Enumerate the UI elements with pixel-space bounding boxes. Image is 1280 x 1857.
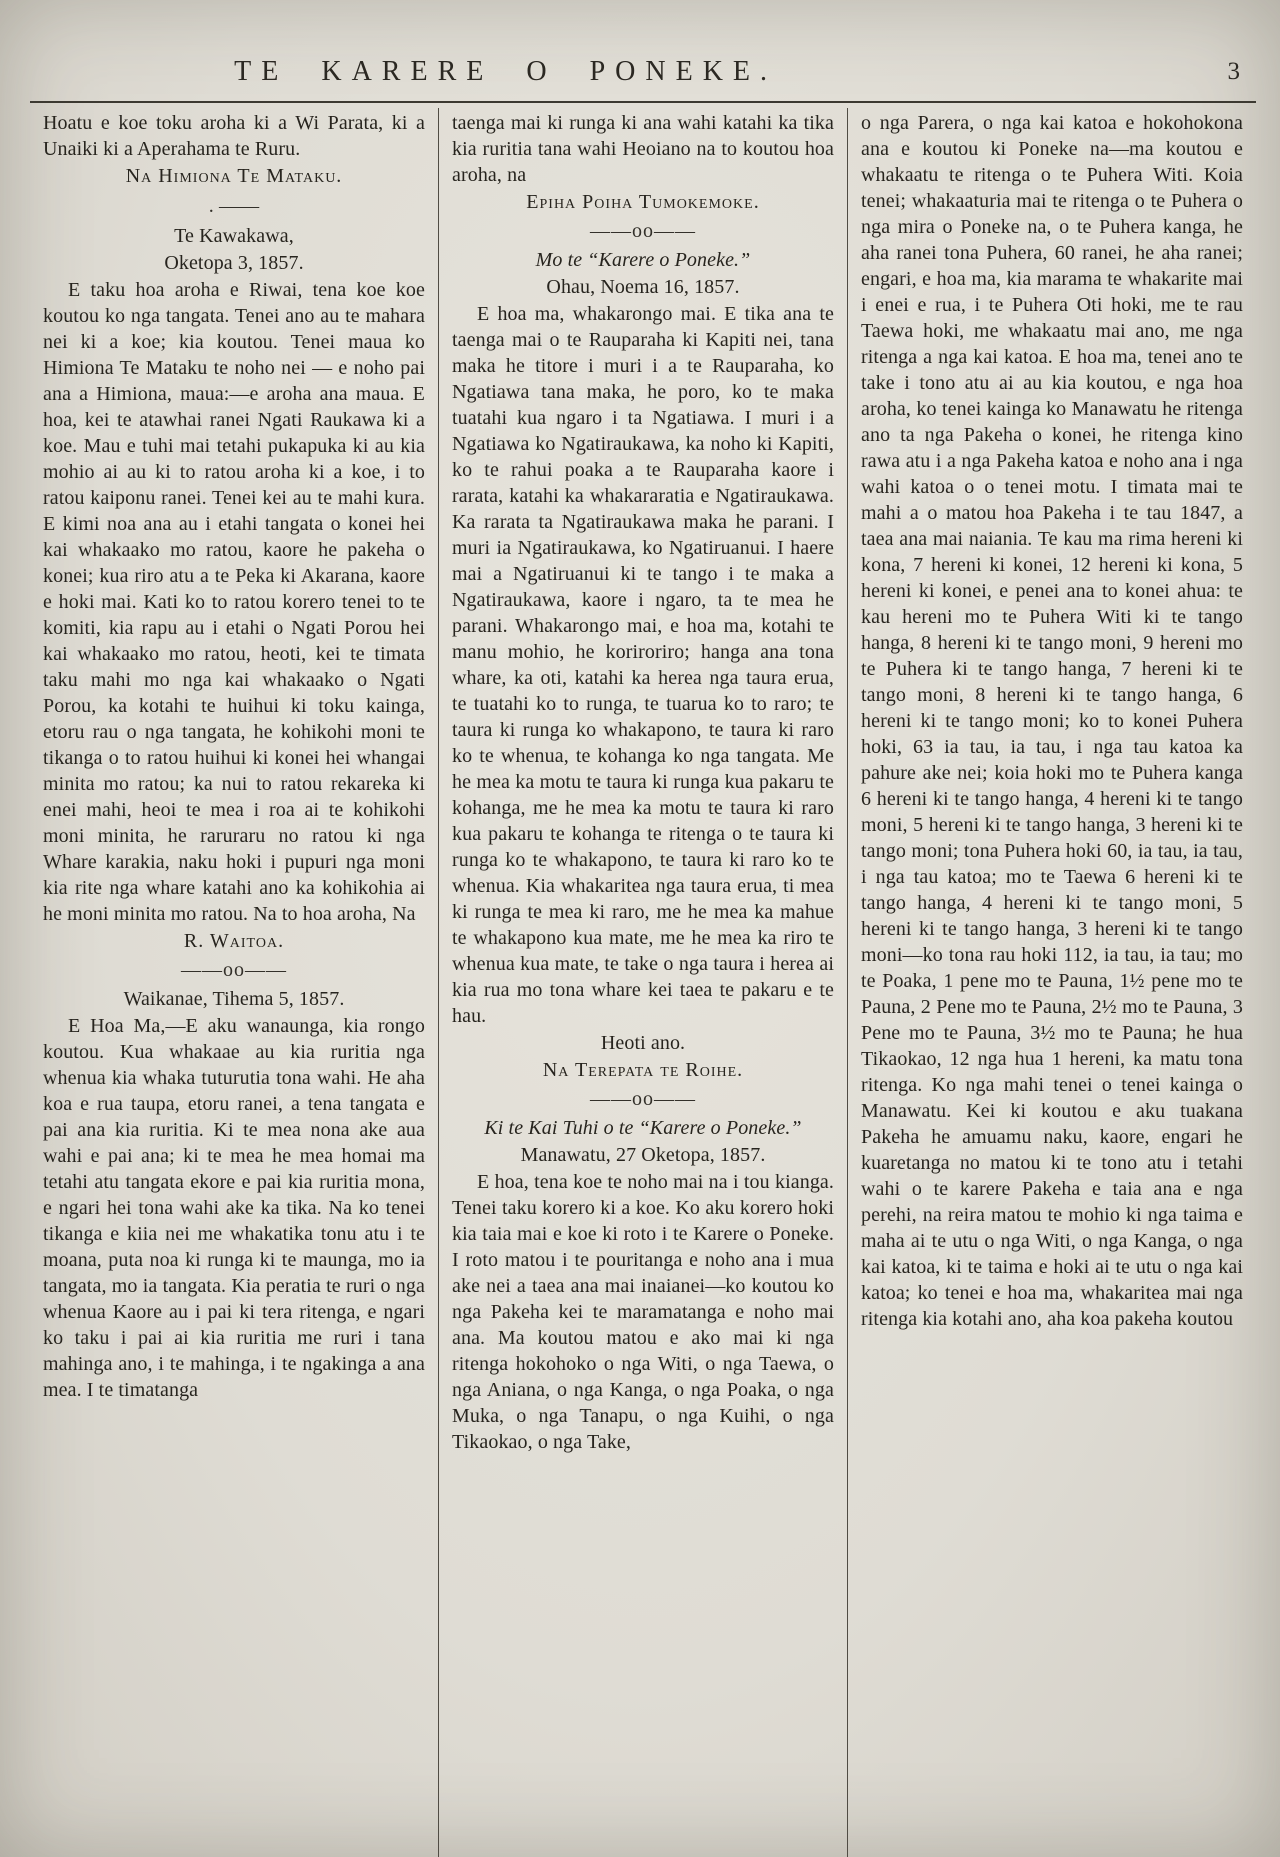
body-paragraph-continuation: taenga mai ki runga ki ana wahi katahi ka tika kia ruritia tana wahi Heoiano na to koutou hoa aroha, na [452, 112, 834, 186]
article-heading: Ki te Kai Tuhi o te “Karere o Poneke.” [484, 1117, 802, 1139]
small-separator: . —— [208, 195, 260, 217]
body-paragraph: E Hoa Ma,—E aku wanaunga, kia rongo koutou. Kua whakaae au kia ruritia nga whenua kia whaka tuturutia tona wahi. He aha koa e rua taupa, etoru ranei, a tena tangata e pai ana kia ruritia. Ki te mea nona ake aua wahi e pai ana; ki te mea he mea homai ma tetahi atu tangata ekore e pai kia ruritia mona, e ngari hei tona wahi ake ka tika. Na ko tenei tikanga e kiia nei me whakatika tonu atu i te moana, puta noa ki runga ki te maunga, mo ia tangata, mo ia tangata. Kia peratia te ruri o nga whenua Kaore au i pai ki tera ritenga, e ngari ko taku i pai ai kia ruritia me ruri i tana mahinga ano, i te mahinga, i te ngakinga a ana mea. I te timatanga [43, 1015, 425, 1401]
dateline: Oketopa 3, 1857. [164, 252, 304, 274]
body-paragraph: E taku hoa aroha e Riwai, tena koe koe koutou ko nga tangata. Tenei ano au te mahara nei ki a koe; kia koutou. Tenei maua ko Himiona Te Mataku te noho nei — e noho pai ana a Himiona, maua:—e aroha ana maua. E hoa, kei te atawhai ranei Ngati Raukawa ki a koe. Mau e tuhi mai tetahi pukapuka ki au kia mohio ai au ki to ratou aroha ki a koe, i to ratou kaiponu ranei. Tenei kei au te mahi kura. E kimi noa ana au i etahi tangata o konei hei kai whakaako mo ratou, kaore he pakeha o konei; kua riro atu a te Peka ki Akarana, kaore e hoki mai. Kati ko to ratou korero tenei to te komiti, kia rapu au i etahi o Ngati Porou hei kai whakaako mo ratou, heoti, kei te timata taku mahi mo nga kai whakaako o Ngati Porou, ka kotahi te huihui ki toku kainga, etoru rau o nga tangata, he kohikohi moni te tikanga o to ratou huihui ki konei hei whangai minita mo ratou; ka nui to ratou rekareka ki enei mahi, heoi te mea i roa ai te kohikohi moni minita, he raruraru no ratou ki nga Whare karakia, naku hoki i pupuri nga moni kia rite nga whare katahi ano ka kohikohia ai he moni minita mo ratou. Na to hoa aroha, Na [43, 279, 425, 925]
body-paragraph-continuation: Hoatu e koe toku aroha ki a Wi Parata, ki a Unaiki ki a Aperahama te Ruru. [43, 112, 425, 160]
signature: Epiha Poiha Tumokemoke. [526, 191, 760, 213]
body-paragraph: E hoa ma, whakarongo mai. E tika ana te taenga mai o te Rauparaha ki Kapiti nei, tana maka he titore i muri i a te Rauparaha, ko Ngatiawa tana maka, he poro, ko te maka tuatahi kua ngaro i ta Ngatiawa. I muri i a Ngatiawa ko Ngatiraukawa, ka noho ki Kapiti, ko te rahui poaka a te Rauparaha kaore i rarata, katahi ka whakararatia e Ngatiraukawa. Ka rarata ta Ngatiraukawa maka he parani. I muri ia Ngatiraukawa, ko Ngatiruanui. I haere mai a Ngatiruanui ki te tango i te maka a Ngatiraukawa, kaore i ngaro, ta te mea he parani. Whakarongo mai, e hoa ma, kotahi te manu mohio, he koriroriro; hanga ana tona whare, ka oti, katahi ka herea nga taura erua, te tuatahi ko to runga, te tuarua ko to raro; te taura ki runga ko whakapono, te taura ki raro ko te whenua, te kohanga ko nga tangata. Me he mea ka motu te taura ki runga kua pakaru te kohanga, me he mea ka motu te taura ki raro kua pakaru te kohanga te ritenga o te taura ki runga ko te whakapono, te taura ki raro ko te whenua. Kia whakaritea nga taura erua, ti mea ki runga te mea ki raro, me he mea ka mahue te whakapono kua mate, me he mea ka riro te whenua kua mate, te take o nga taura i herea ai kia rua mo tona whare kei taea te pakaru e te hau. [452, 303, 834, 1027]
dateline: Heoti ano. [600, 1032, 686, 1054]
column-3 [847, 108, 1256, 1857]
header-rule [30, 101, 1256, 103]
column-2 [438, 108, 847, 1857]
section-separator: ——oo—— [590, 220, 696, 242]
masthead-title: TE KARERE O PONEKE. [234, 56, 778, 87]
signature: Na Terepata te Roihe. [542, 1059, 744, 1081]
columns-container [30, 108, 1256, 1857]
signature: R. Waitoa. [183, 930, 285, 952]
section-separator: ——oo—— [590, 1088, 696, 1110]
dateline: Ohau, Noema 16, 1857. [546, 276, 740, 298]
column-1 [30, 108, 438, 1857]
dateline: Waikanae, Tihema 5, 1857. [123, 988, 345, 1010]
dateline: Manawatu, 27 Oketopa, 1857. [520, 1144, 766, 1166]
signature: Na Himiona Te Mataku. [125, 165, 343, 187]
section-separator: ——oo—— [181, 959, 287, 981]
body-paragraph: E hoa, tena koe te noho mai na i tou kianga. Tenei taku korero ki a koe. Ko aku korero hoki kia taia mai e koe ki roto i te Karere o Poneke. I roto matou i te pouritanga e noho ana i mua ake nei a taea ana mai inaianei—ko koutou ko nga Pakeha kei te maramatanga e noho mai ana. Ma koutou matou e ako mai ki nga ritenga hokohoko o nga Witi, o nga Taewa, o nga Aniana, o nga Kanga, o nga Poaka, o nga Muka, o nga Tanapu, o nga Kuihi, o nga Tikaokao, o nga Take, [452, 1171, 834, 1453]
article-heading: Mo te “Karere o Poneke.” [535, 249, 751, 271]
page-number: 3 [1227, 58, 1240, 85]
dateline: Te Kawakawa, [174, 225, 294, 247]
body-paragraph-continuation: o nga Parera, o nga kai katoa e hokohokona ana e koutou ki Poneke na—ma koutou e whakaatu te ritenga o te Puhera Witi. Koia tenei; whakaaturia mai te ritenga o te Puhera o nga mira o Poneke na, o te Puhera kanga, he aha ranei tona Puhera, 60 ranei, he aha ranei; engari, e hoa ma, kia marama te whakarite mai i enei e rua, i te Puhera Oti hoki, me te rau Taewa hoki, me whakaatu mai ano, me nga ritenga a nga kai katoa. E hoa ma, tenei ano te take i tono atu ai au kia koutou, e nga hoa aroha, ko tenei kainga ko Manawatu he ritenga ano ta nga Pakeha o konei, he ritenga kino rawa atu i a nga Pakeha katoa e noho ana i nga wahi katoa o o tenei motu. I timata mai te mahi a o matou hoa Pakeha i te tau 1847, a taea ana mai naiania. Te kau ma rima hereni ki kona, 7 hereni ki konei, 12 hereni ki kona, 5 hereni ki konei, e penei ana to konei ahua: te kau hereni mo te Puhera Witi ki te tango hanga, 8 hereni ki te tango moni, 9 hereni mo te Puhera ki te tango hanga, 7 hereni ki te tango moni, 8 hereni ki te tango hanga, 6 hereni ki te tango moni; ko to konei Puhera hoki, 63 ia tau, ia tau, i nga tau katoa ka pahure ake nei; koia hoki mo te Puhera kanga 6 hereni ki te tango hanga, 4 hereni ki te tango moni, 5 hereni ki te tango hanga, 3 hereni ki te tango moni; tona Puhera hoki 60, ia tau, ia tau, i nga tau katoa; mo te Taewa 6 hereni ki te tango hanga, 4 hereni ki te tango moni, 5 hereni ki te tango hanga, 3 hereni ki te tango moni—ko tona rau hoki 112, ia tau, ia tau; mo te Poaka, 1 pene mo te Pauna, 1½ pene mo te Pauna, 2 Pene mo te Pauna, 2½ mo te Pauna, 3 Pene mo te Pauna, 3½ mo te Pauna; he hua Tikaokao, 12 nga hua 1 hereni, ka matu tona ritenga. Ko nga mahi tenei o tenei kainga o Manawatu. Kei ki koutou e aku tuakana Pakeha he amuamu naku, kaore, engari he kuaretanga no matou ki te tono atu i tetahi wahi o te karere Pakeha e taia ana e nga perehi, na reira matou te mohio ki nga taima e maha ai te utu o nga Witi, o nga Kanga, o nga kai katoa, ki te taima e hoki ai te utu o nga kai katoa; ko tenei e hoa ma, whakaritea mai nga ritenga kia kotahi ano, aha koa pakeha koutou [861, 112, 1243, 1330]
